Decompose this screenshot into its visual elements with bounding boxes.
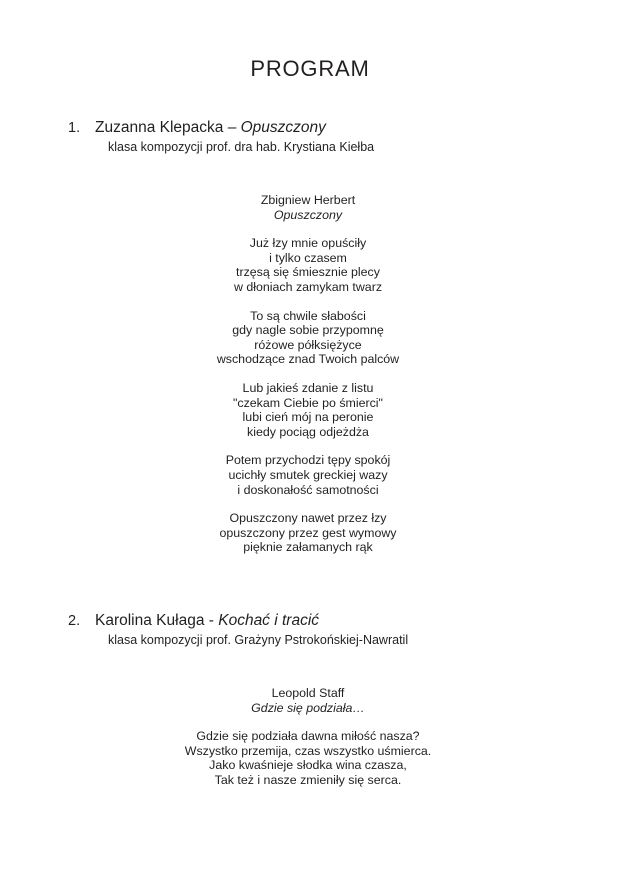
poem-line: kiedy pociąg odjeżdża — [247, 424, 369, 439]
poem-line: lubi cień mój na peronie — [242, 410, 374, 425]
poem-line: i doskonałość samotności — [237, 482, 379, 497]
poem-2 — [0, 686, 620, 788]
program-item-2-separator: - — [204, 612, 219, 629]
poem-line: wschodzące znad Twoich palców — [216, 352, 400, 367]
poem-line: Już łzy mnie opuściły — [249, 236, 367, 251]
poem-line: i tylko czasem — [269, 250, 347, 265]
program-item-1-number: 1. — [68, 120, 81, 136]
program-item-1 — [0, 118, 620, 156]
poem-2-title: Gdzie się podziała… — [251, 700, 365, 715]
program-item-2-number: 2. — [68, 613, 81, 629]
poem-line: pięknie załamanych rąk — [243, 540, 373, 555]
poem-line: Jako kwaśnieje słodka wina czasza, — [209, 758, 407, 773]
poem-1-stanza-1 — [217, 236, 399, 294]
poem-1-stanza-3 — [217, 381, 399, 439]
poem-line: Wszystko przemija, czas wszystko uśmierca. — [184, 743, 432, 758]
poem-line: opuszczony przez gest wymowy — [219, 525, 397, 540]
program-item-1-separator: – — [223, 119, 241, 136]
poem-line: Gdzie się podziała dawna miłość nasza? — [196, 729, 420, 744]
poem-line: ucichły smutek greckiej wazy — [228, 467, 388, 482]
program-item-1-class-line: klasa kompozycji prof. dra hab. Krystiana Kiełba — [108, 140, 375, 154]
poem-2-stanza-1 — [185, 729, 431, 787]
poem-line: trzęsą się śmiesznie plecy — [236, 265, 380, 280]
program-item-2-class-line: klasa kompozycji prof. Grażyny Pstrokońskiej-Nawratil — [108, 633, 409, 647]
poem-1 — [0, 193, 620, 555]
poem-line: Opuszczony nawet przez łzy — [229, 511, 387, 526]
program-item-2-piece-title: Kochać i tracić — [218, 612, 320, 629]
poem-1-title: Opuszczony — [273, 207, 343, 222]
program-item-2-heading — [0, 611, 620, 631]
poem-line: Potem przychodzi tępy spokój — [225, 453, 391, 468]
poem-line: gdy nagle sobie przypomnę — [232, 323, 384, 338]
poem-2-author: Leopold Staff — [271, 686, 345, 700]
program-item-2-performer: Karolina Kułaga — [95, 612, 205, 629]
program-item-2 — [0, 611, 620, 649]
poem-1-stanza-5 — [217, 511, 399, 555]
poem-line: w dłoniach zamykam twarz — [233, 279, 383, 294]
poem-1-stanza-4 — [217, 453, 399, 497]
poem-1-stanza-2 — [217, 309, 399, 367]
poem-line: To są chwile słabości — [250, 308, 366, 323]
poem-line: "czekam Ciebie po śmierci" — [233, 395, 383, 410]
page-title: PROGRAM — [250, 56, 370, 81]
program-item-1-performer: Zuzanna Klepacka — [95, 119, 224, 136]
poem-1-author: Zbigniew Herbert — [260, 193, 356, 207]
poem-line: Tak też i nasze zmieniły się serca. — [214, 772, 402, 787]
program-item-1-piece-title: Opuszczony — [240, 119, 326, 136]
poem-line: Lub jakieś zdanie z listu — [242, 380, 374, 395]
program-item-1-heading — [0, 118, 620, 138]
poem-line: różowe półksiężyce — [254, 337, 362, 352]
